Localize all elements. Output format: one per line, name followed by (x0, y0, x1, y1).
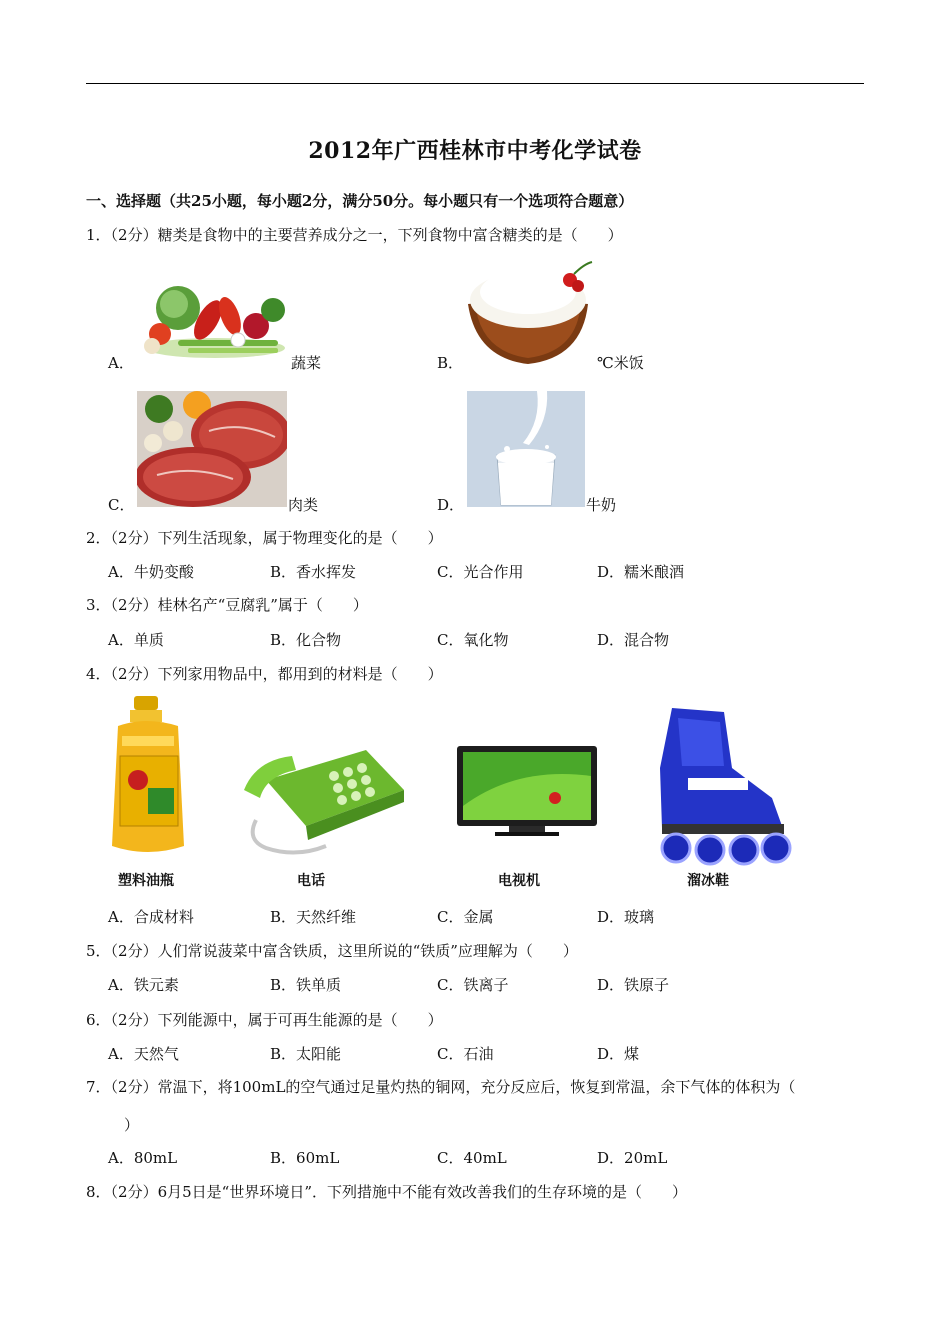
q7-option-a[interactable]: A．80mL (108, 1149, 178, 1167)
q3-option-b[interactable]: B．化合物 (270, 631, 342, 649)
q1-option-a[interactable]: A． (108, 354, 134, 372)
q4-option-d[interactable]: D．玻璃 (597, 908, 655, 926)
caption-telephone: 电话 (297, 873, 325, 889)
meat-image (137, 391, 287, 507)
milk-image (467, 391, 585, 507)
question-7-continuation: ） (124, 1116, 140, 1134)
q2-option-c[interactable]: C．光合作用 (437, 563, 524, 581)
q4-option-b[interactable]: B．天然纤维 (270, 908, 357, 926)
q6-option-a[interactable]: A．天然气 (108, 1045, 179, 1063)
q6-option-b[interactable]: B．太阳能 (270, 1045, 342, 1063)
q1-option-b[interactable]: B． (437, 354, 464, 372)
q3-option-a[interactable]: A．单质 (108, 631, 164, 649)
q5-option-d[interactable]: D．铁原子 (597, 976, 670, 994)
q6-option-c[interactable]: C．石油 (437, 1045, 494, 1063)
q3-option-c[interactable]: C．氧化物 (437, 631, 509, 649)
q1-option-c[interactable]: C． (108, 496, 135, 514)
header-rule (86, 83, 864, 84)
q2-option-b[interactable]: B．香水挥发 (270, 563, 357, 581)
q7-option-b[interactable]: B．60mL (270, 1149, 340, 1167)
television-image (457, 746, 597, 838)
q4-option-a[interactable]: A．合成材料 (108, 908, 194, 926)
section-heading: 一、选择题（共25小题，每小题2分，满分50分。每小题只有一个选项符合题意） (86, 192, 634, 210)
question-1: 1．（2分）糖类是食物中的主要营养成分之一，下列食物中富含糖类的是（ ） (86, 226, 623, 244)
q1-option-c-label: 肉类 (288, 496, 319, 514)
q2-option-a[interactable]: A．牛奶变酸 (108, 563, 194, 581)
caption-television: 电视机 (498, 873, 540, 889)
question-8: 8．（2分）6月5日是“世界环境日”．下列措施中不能有效改善我们的生存环境的是（ ） (86, 1183, 688, 1201)
page-title: 2012年广西桂林市中考化学试卷 (308, 138, 642, 164)
oil-bottle-image (108, 696, 188, 858)
q2-option-d[interactable]: D．糯米酿酒 (597, 563, 685, 581)
rice-bowl-image (466, 258, 596, 366)
roller-skate-image (632, 708, 798, 866)
q5-option-b[interactable]: B．铁单质 (270, 976, 342, 994)
q1-option-b-label: ℃米饭 (597, 354, 644, 372)
question-7: 7．（2分）常温下，将100mL的空气通过足量灼热的铜网，充分反应后，恢复到常温，余下气体的体积为（ (86, 1078, 796, 1096)
vegetables-image (138, 278, 292, 364)
telephone-image (236, 740, 406, 860)
question-5: 5．（2分）人们常说菠菜中富含铁质，这里所说的“铁质”应理解为（ ） (86, 942, 578, 960)
question-2: 2．（2分）下列生活现象，属于物理变化的是（ ） (86, 529, 443, 547)
caption-oil-bottle: 塑料油瓶 (118, 873, 174, 889)
q5-option-a[interactable]: A．铁元素 (108, 976, 179, 994)
question-4: 4．（2分）下列家用物品中，都用到的材料是（ ） (86, 665, 443, 683)
q4-option-c[interactable]: C．金属 (437, 908, 494, 926)
q3-option-d[interactable]: D．混合物 (597, 631, 670, 649)
q1-option-d-label: 牛奶 (586, 496, 617, 514)
q1-option-d[interactable]: D． (437, 496, 465, 514)
q6-option-d[interactable]: D．煤 (597, 1045, 640, 1063)
question-3: 3．（2分）桂林名产“豆腐乳”属于（ ） (86, 596, 368, 614)
q1-option-a-label: 蔬菜 (291, 354, 322, 372)
q7-option-c[interactable]: C．40mL (437, 1149, 507, 1167)
question-6: 6．（2分）下列能源中，属于可再生能源的是（ ） (86, 1011, 443, 1029)
q7-option-d[interactable]: D．20mL (597, 1149, 668, 1167)
q5-option-c[interactable]: C．铁离子 (437, 976, 509, 994)
caption-roller-skate: 溜冰鞋 (687, 873, 729, 889)
